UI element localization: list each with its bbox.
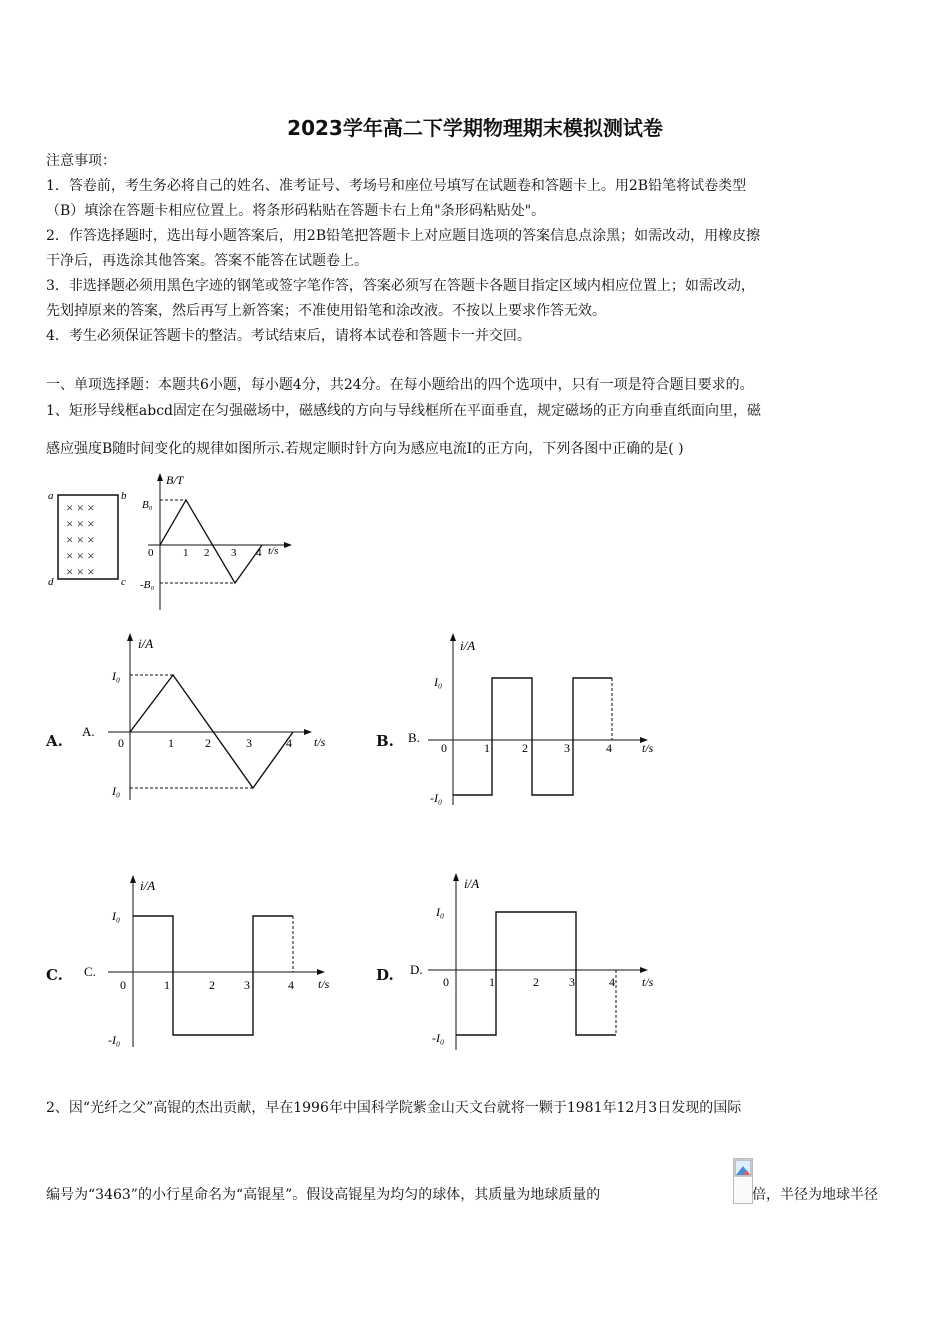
svg-text:× × ×: × × × — [66, 500, 95, 515]
notice-line: 先划掉原来的答案，然后再写上新答案；不准使用铅笔和涂改液。不按以上要求作答无效。 — [46, 303, 606, 319]
option-c-graph[interactable] — [78, 872, 348, 1052]
option-a-neg: I₀ — [112, 784, 121, 798]
notice-line: 4．考生必须保证答题卡的整洁。考试结束后，请将本试卷和答题卡一并交回。 — [46, 328, 531, 344]
option-d-tick: 3 — [569, 975, 575, 989]
option-b-label[interactable]: B. — [376, 732, 394, 750]
notice-line: 干净后，再选涂其他答案。答案不能答在试题卷上。 — [46, 253, 368, 269]
b-tick-4: 4 — [256, 547, 262, 559]
option-d-waveform — [456, 912, 616, 1035]
option-c-ylabel: i/A — [140, 878, 156, 893]
option-d-xlabel: t/s — [642, 975, 654, 989]
b-pos-label: B₀ — [142, 499, 153, 511]
question-1-text: 感应强度B随时间变化的规律如图所示.若规定顺时针方向为感应电流I的正方向，下列各图中正确的是( ) — [46, 441, 684, 457]
option-c-inner-label: C. — [84, 964, 96, 979]
notice-heading: 注意事项： — [46, 153, 116, 169]
q1-frame-figure — [44, 485, 134, 590]
svg-text:× × ×: × × × — [66, 532, 95, 547]
option-b-tick: 2 — [522, 741, 528, 755]
option-d-tick: 2 — [533, 975, 539, 989]
option-a-label[interactable]: A. — [46, 732, 63, 750]
option-d-label[interactable]: D. — [376, 966, 394, 984]
option-a-origin: 0 — [118, 736, 124, 750]
option-c-tick: 3 — [244, 978, 250, 992]
option-b-origin: 0 — [441, 741, 447, 755]
option-b-tick: 4 — [606, 741, 612, 755]
svg-text:× × ×: × × × — [66, 548, 95, 563]
option-b-tick: 1 — [484, 741, 490, 755]
option-b-waveform — [453, 678, 612, 795]
question-2-text: 2、因“光纤之父”高锟的杰出贡献，早在1996年中国科学院紫金山天文台就将一颗于1981年12月3日发现的国际 — [46, 1100, 742, 1116]
option-c-label[interactable]: C. — [46, 966, 63, 984]
option-b-pos: I₀ — [434, 675, 443, 689]
option-d-graph[interactable] — [398, 870, 668, 1055]
b-tick-3: 3 — [231, 547, 237, 559]
option-c-tick: 2 — [209, 978, 215, 992]
b-x-label: t/s — [268, 545, 279, 557]
svg-text:× × ×: × × × — [66, 516, 95, 531]
option-b-inner-label: B. — [408, 730, 420, 745]
option-b-neg: -I₀ — [430, 791, 443, 805]
option-d-pos: I₀ — [436, 905, 445, 919]
option-c-neg: -I₀ — [108, 1033, 121, 1047]
corner-label-b: b — [121, 490, 127, 502]
field-crosses — [66, 500, 95, 579]
option-b-graph[interactable] — [398, 630, 668, 810]
option-d-ylabel: i/A — [464, 876, 480, 891]
option-a-inner-label: A. — [82, 724, 95, 739]
option-a-tick: 3 — [246, 736, 252, 750]
option-d-inner-label: D. — [410, 962, 423, 977]
option-a-tick: 1 — [168, 736, 174, 750]
question-2-text-part2: 倍，半径为地球半径 — [752, 1187, 878, 1203]
option-c-pos: I₀ — [112, 909, 121, 923]
corner-label-c: c — [121, 576, 126, 588]
option-a-xlabel: t/s — [314, 735, 326, 749]
b-tick-2: 2 — [204, 547, 210, 559]
b-axis-label: B/T — [166, 473, 184, 487]
option-d-tick: 1 — [489, 975, 495, 989]
option-d-neg: -I₀ — [432, 1031, 445, 1045]
option-c-tick: 4 — [288, 978, 294, 992]
option-c-tick: 1 — [164, 978, 170, 992]
section-heading: 一、单项选择题：本题共6小题，每小题4分，共24分。在每小题给出的四个选项中，只有一项是符合题目要求的。 — [46, 377, 754, 393]
broken-image-icon — [734, 1159, 752, 1177]
option-b-ylabel: i/A — [460, 638, 476, 653]
b-origin: 0 — [148, 547, 154, 559]
b-waveform — [160, 500, 262, 583]
corner-label-d: d — [48, 576, 54, 588]
option-a-ylabel: i/A — [138, 636, 154, 651]
option-c-xlabel: t/s — [318, 977, 330, 991]
notice-line: 1．答卷前，考生务必将自己的姓名、准考证号、考场号和座位号填写在试题卷和答题卡上。用2B铅笔将试卷类型 — [46, 178, 747, 194]
svg-text:× × ×: × × × — [66, 564, 95, 579]
notice-line: 3．非选择题必须用黑色字迹的钢笔或签字笔作答，答案必须写在答题卡各题目指定区域内相应位置上；如需改动， — [46, 278, 755, 294]
option-d-origin: 0 — [443, 975, 449, 989]
option-b-tick: 3 — [564, 741, 570, 755]
option-a-tick: 4 — [286, 736, 292, 750]
corner-label-a: a — [48, 490, 54, 502]
b-neg-label: -B₀ — [140, 579, 155, 591]
formula-image-placeholder — [733, 1158, 753, 1204]
q1-b-graph — [140, 470, 300, 615]
b-tick-1: 1 — [183, 547, 189, 559]
question-2-text-part1: 编号为“3463”的小行星命名为“高锟星”。假设高锟星为均匀的球体，其质量为地球质量的 — [46, 1187, 601, 1203]
option-a-graph[interactable] — [78, 630, 348, 805]
notice-line: （B）填涂在答题卡相应位置上。将条形码粘贴在答题卡右上角"条形码粘贴处"。 — [46, 203, 546, 219]
question-1-text: 1、矩形导线框abcd固定在匀强磁场中，磁感线的方向与导线框所在平面垂直，规定磁场的正方向垂直纸面向里，磁 — [46, 403, 762, 419]
option-a-tick: 2 — [205, 736, 211, 750]
option-c-origin: 0 — [120, 978, 126, 992]
option-b-xlabel: t/s — [642, 741, 654, 755]
option-d-tick: 4 — [609, 975, 615, 989]
page-title: 2023学年高二下学期物理期末模拟测试卷 — [287, 116, 663, 140]
option-c-waveform — [133, 916, 293, 1035]
notice-line: 2．作答选择题时，选出每小题答案后，用2B铅笔把答题卡上对应题目选项的答案信息点涂黑；如需改动，用橡皮擦 — [46, 228, 761, 244]
option-a-pos: I₀ — [112, 669, 121, 683]
